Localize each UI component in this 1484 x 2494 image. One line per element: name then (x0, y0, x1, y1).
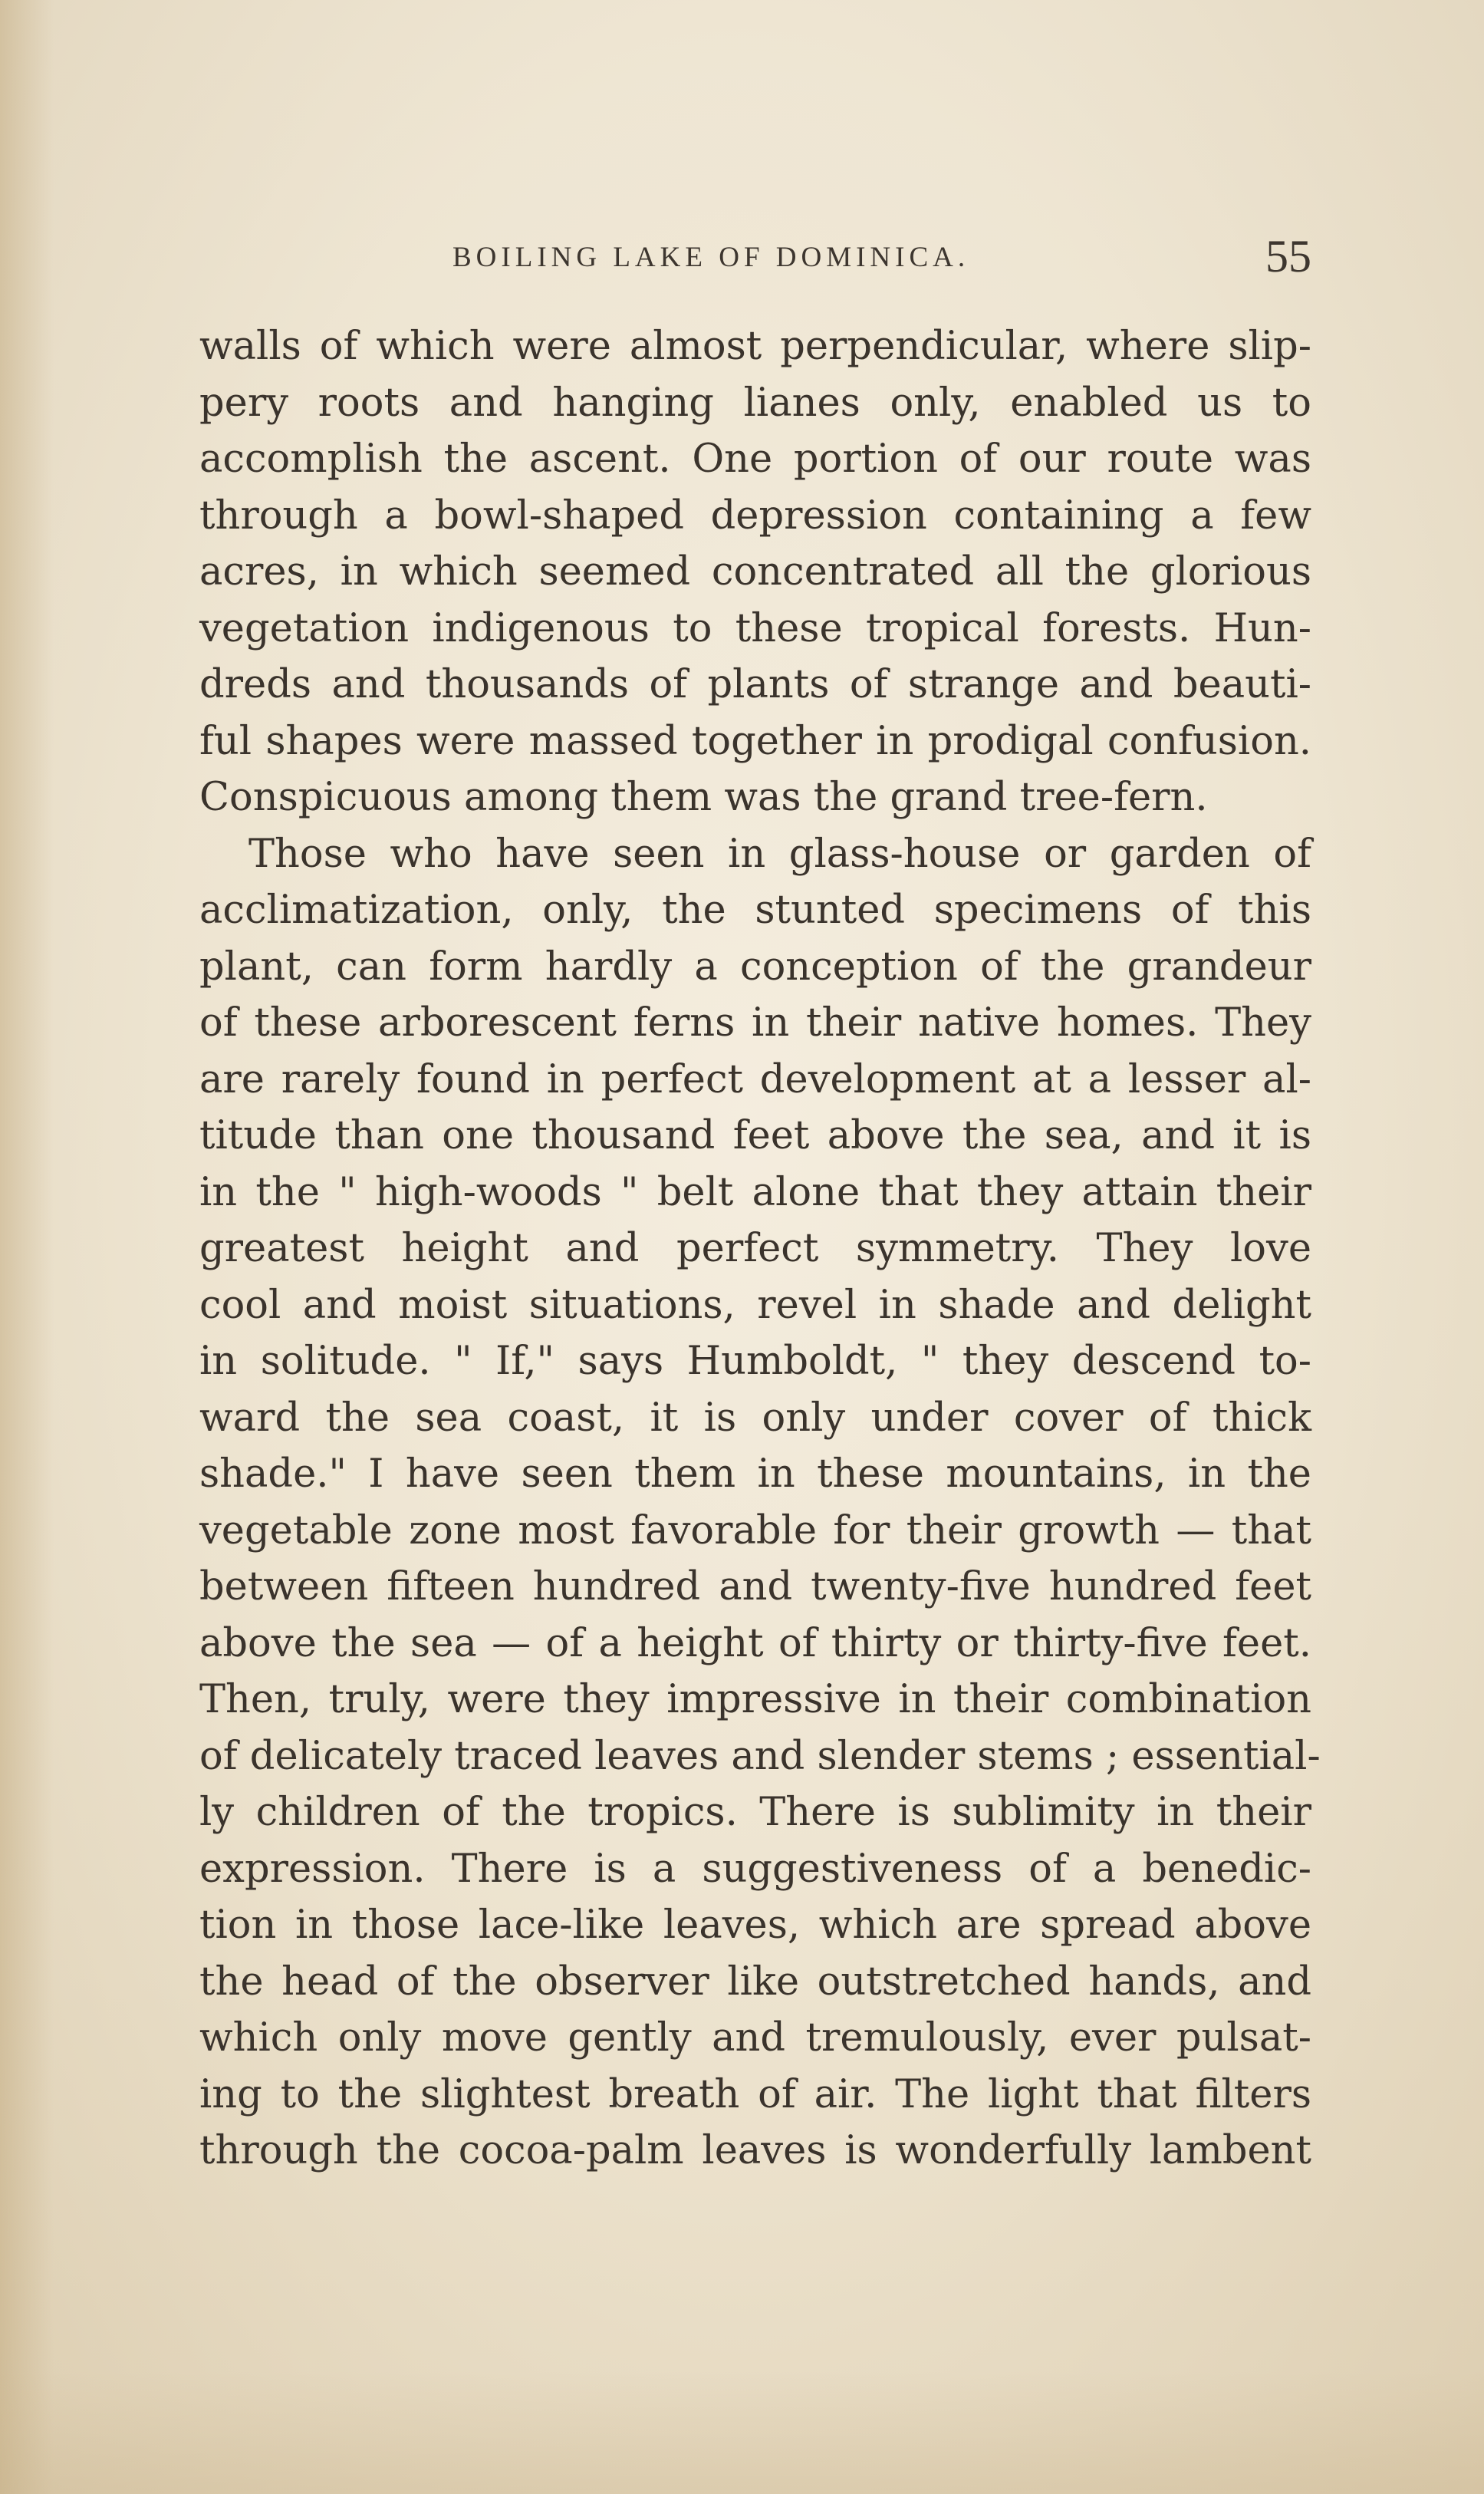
text-line: greatest height and perfect symmetry. They love (199, 1226, 1311, 1271)
body-text (199, 318, 1321, 2179)
text-line: which only move gently and tremulously, ever pulsat- (199, 2015, 1311, 2061)
page-number: 55 (1265, 231, 1311, 282)
text-line: vegetable zone most favorable for their growth — that (199, 1507, 1311, 1553)
text-line: vegetation indigenous to these tropical forests. Hun- (199, 605, 1311, 651)
text-line: above the sea — of a height of thirty or thirty-five feet. (199, 1620, 1311, 1666)
text-line: dreds and thousands of plants of strange and beauti- (199, 662, 1311, 707)
running-head: BOILING LAKE OF DOMINICA. (452, 242, 970, 273)
text-line: in solitude. " If," says Humboldt, " they descend to- (199, 1339, 1311, 1384)
text-line: through the cocoa-palm leaves is wonderfully lambent (199, 2128, 1311, 2173)
text-line: acclimatization, only, the stunted specimens of this (199, 888, 1311, 933)
text-line: are rarely found in perfect development at a lesser al- (199, 1056, 1311, 1102)
text-line: ful shapes were massed together in prodigal confusion. (199, 718, 1311, 764)
text-line: through a bowl-shaped depression containing a few (199, 493, 1311, 539)
text-line: tion in those lace-like leaves, which are spread above (199, 1903, 1311, 1948)
text-line: of these arborescent ferns in their native homes. They (199, 1000, 1311, 1046)
text-line: acres, in which seemed concentrated all the glorious (199, 549, 1311, 595)
text-line: in the " high-woods " belt alone that they attain their (199, 1169, 1311, 1215)
text-line: between fifteen hundred and twenty-five hundred feet (199, 1564, 1311, 1609)
text-line: pery roots and hanging lianes only, enabled us to (199, 380, 1311, 426)
page-header (199, 230, 1311, 292)
text-line: Then, truly, were they impressive in their combination (199, 1677, 1311, 1722)
text-line: plant, can form hardly a conception of the grandeur (199, 944, 1311, 990)
text-line: shade." I have seen them in these mountains, in the (199, 1451, 1311, 1497)
text-line: titude than one thousand feet above the sea, and it is (199, 1113, 1311, 1158)
text-line: accomplish the ascent. One portion of our route was (199, 437, 1311, 482)
text-line: of delicately traced leaves and slender stems ; essential- (199, 1733, 1321, 1779)
text-line: the head of the observer like outstretched hands, and (199, 1959, 1311, 2005)
text-line: Conspicuous among them was the grand tree-fern. (199, 775, 1208, 820)
text-line: cool and moist situations, revel in shade and delight (199, 1282, 1311, 1328)
text-line: ly children of the tropics. There is sublimity in their (199, 1790, 1311, 1835)
text-line: ing to the slightest breath of air. The light that filters (199, 2071, 1311, 2117)
text-line: expression. There is a suggestiveness of a benedic- (199, 1846, 1311, 1892)
text-line: walls of which were almost perpendicular, where slip- (199, 324, 1311, 369)
text-line: ward the sea coast, it is only under cover of thick (199, 1395, 1311, 1441)
text-line: Those who have seen in glass-house or garden of (248, 831, 1311, 877)
